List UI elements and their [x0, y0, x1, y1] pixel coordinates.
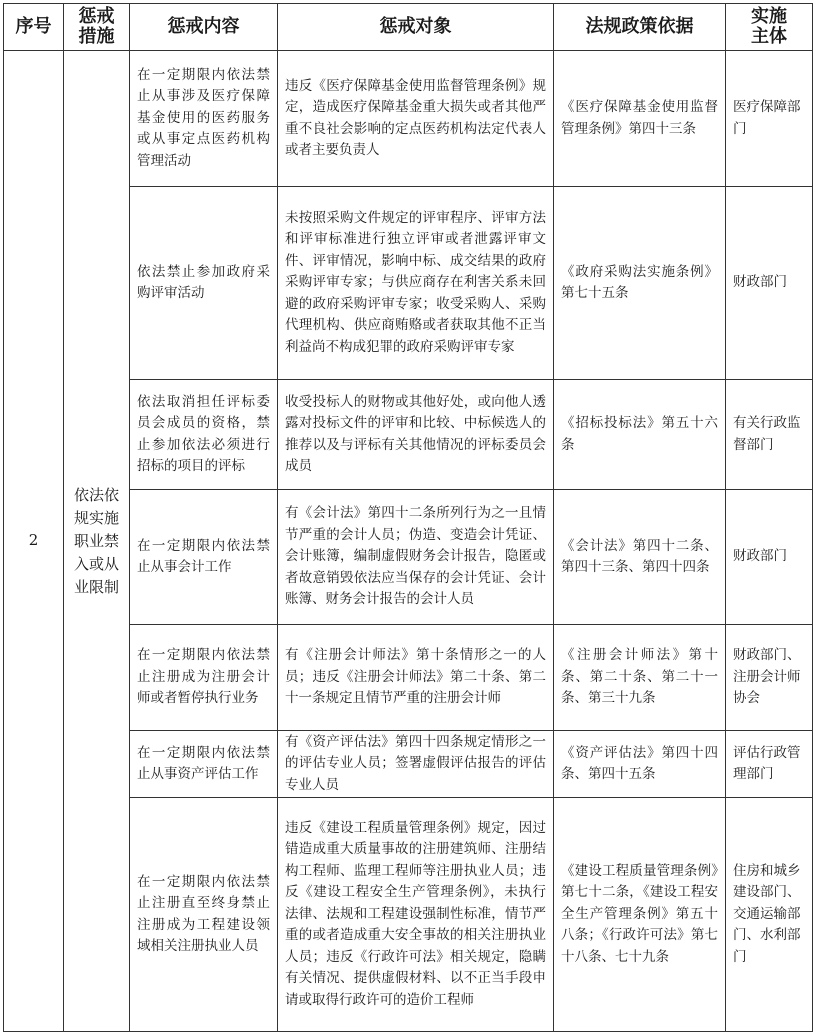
header-content: 惩戒内容	[130, 4, 278, 51]
authority-cell: 医疗保障部门	[726, 51, 813, 187]
target-cell: 收受投标人的财物或其他好处，或向他人透露对投标文件的评审和比较、中标候选人的推荐以及与评标有关其他情况的评标委员会成员	[278, 380, 554, 490]
content-cell: 在一定期限内依法禁止注册成为注册会计师或者暂停执行业务	[130, 625, 278, 731]
header-seq: 序号	[4, 4, 64, 51]
basis-cell: 《医疗保障基金使用监督管理条例》第四十三条	[554, 51, 726, 187]
authority-cell: 有关行政监督部门	[726, 380, 813, 490]
table-row	[4, 51, 813, 187]
authority-cell: 财政部门	[726, 187, 813, 380]
header-target: 惩戒对象	[278, 4, 554, 51]
authority-cell: 财政部门、注册会计师协会	[726, 625, 813, 731]
basis-cell: 《注册会计师法》第十条、第二十条、第二十一条、第三十九条	[554, 625, 726, 731]
content-cell: 在一定期限内依法禁止从事涉及医疗保障基金使用的医药服务或从事定点医药机构管理活动	[130, 51, 278, 187]
basis-cell: 《政府采购法实施条例》第七十五条	[554, 187, 726, 380]
content-cell: 依法取消担任评标委员会成员的资格，禁止参加依法必须进行招标的项目的评标	[130, 380, 278, 490]
basis-cell: 《会计法》第四十二条、第四十三条、第四十四条	[554, 490, 726, 625]
header-row	[4, 4, 813, 51]
target-cell: 有《会计法》第四十二条所列行为之一且情节严重的会计人员；伪造、变造会计凭证、会计账簿，编制虚假财务会计报告，隐匿或者故意销毁依法应当保存的会计凭证、会计账簿、财务会计报告的会计人员	[278, 490, 554, 625]
target-cell: 有《注册会计师法》第十条情形之一的人员；违反《注册会计师法》第二十条、第二十一条规定且情节严重的注册会计师	[278, 625, 554, 731]
content-cell: 在一定期限内依法禁止从事资产评估工作	[130, 731, 278, 798]
punishment-table	[3, 3, 813, 1032]
target-cell: 有《资产评估法》第四十四条规定情形之一的评估专业人员；签署虚假评估报告的评估专业人员	[278, 731, 554, 798]
target-cell: 违反《医疗保障基金使用监督管理条例》规定，造成医疗保障基金重大损失或者其他严重不良社会影响的定点医药机构法定代表人或者主要负责人	[278, 51, 554, 187]
target-cell: 违反《建设工程质量管理条例》规定，因过错造成重大质量事故的注册建筑师、注册结构工程师、监理工程师等注册执业人员；违反《建设工程安全生产管理条例》，未执行法律、法规和工程建设强制性标准，情节严重的或者造成重大安全事故的相关注册执业人员；违反《行政许可法》相关规定，隐瞒有关情况、提供虚假材料、以不正当手段申请或取得行政许可的造价工程师	[278, 798, 554, 1032]
header-measure: 惩戒 措施	[64, 4, 130, 51]
basis-cell: 《资产评估法》第四十四条、第四十五条	[554, 731, 726, 798]
target-cell: 未按照采购文件规定的评审程序、评审方法和评审标准进行独立评审或者泄露评审文件、评审情况，影响中标、成交结果的政府采购评审专家；与供应商存在利害关系未回避的政府采购评审专家；收受采购人、采购代理机构、供应商贿赂或者获取其他不正当利益尚不构成犯罪的政府采购评审专家	[278, 187, 554, 380]
authority-cell: 财政部门	[726, 490, 813, 625]
row-seq: 2	[4, 51, 64, 1032]
header-authority: 实施 主体	[726, 4, 813, 51]
authority-cell: 住房和城乡建设部门、交通运输部门、水利部门	[726, 798, 813, 1032]
content-cell: 依法禁止参加政府采购评审活动	[130, 187, 278, 380]
content-cell: 在一定期限内依法禁止注册直至终身禁止注册成为工程建设领域相关注册执业人员	[130, 798, 278, 1032]
authority-cell: 评估行政管理部门	[726, 731, 813, 798]
basis-cell: 《建设工程质量管理条例》第七十二条，《建设工程安全生产管理条例》第五十八条；《行政许可法》第七十八条、七十九条	[554, 798, 726, 1032]
basis-cell: 《招标投标法》第五十六条	[554, 380, 726, 490]
header-basis: 法规政策依据	[554, 4, 726, 51]
content-cell: 在一定期限内依法禁止从事会计工作	[130, 490, 278, 625]
measure-cell: 依法依规实施职业禁入或从业限制	[64, 51, 130, 1032]
